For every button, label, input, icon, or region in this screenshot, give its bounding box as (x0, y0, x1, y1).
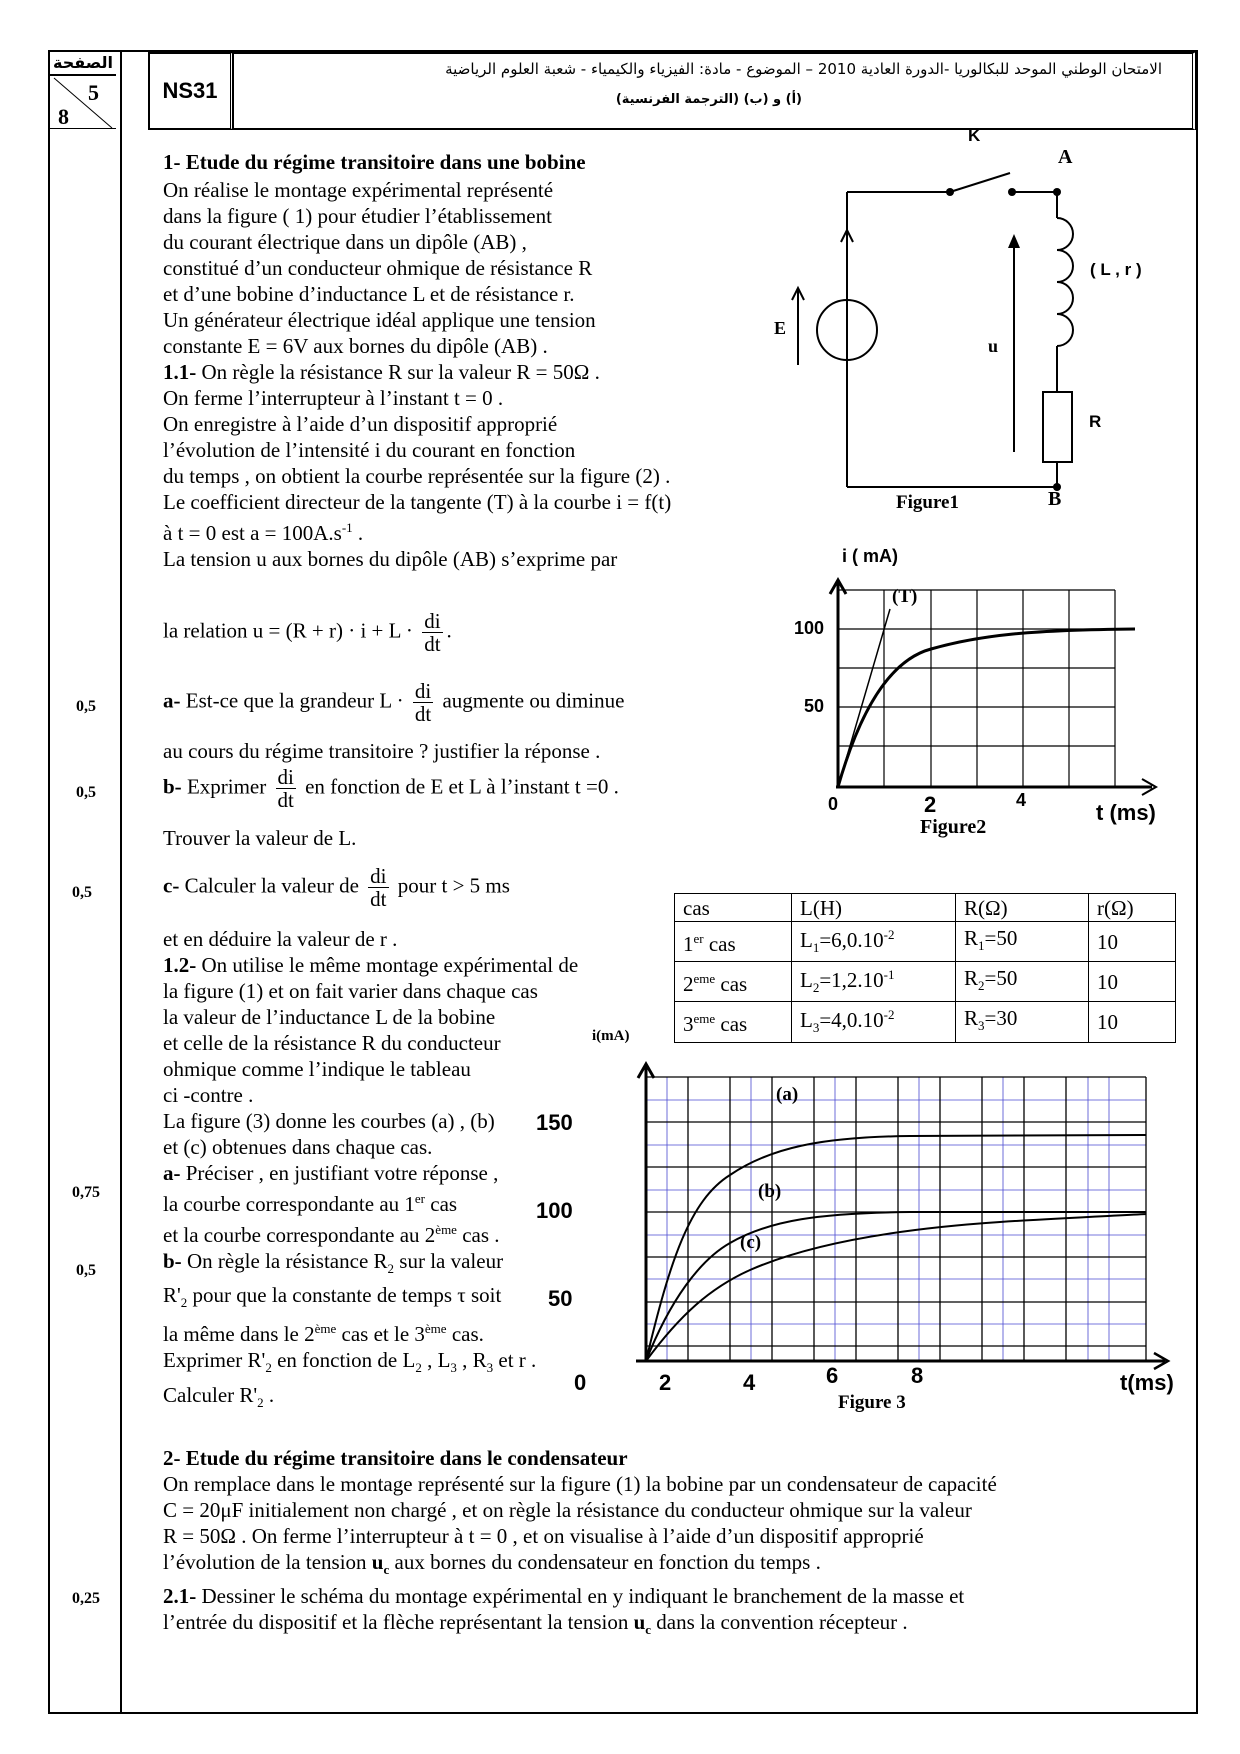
table-row (675, 922, 1176, 962)
table-header-row (675, 894, 1176, 922)
text-line: dans la figure ( 1) pour étudier l’établissement (163, 204, 552, 228)
sup: ème (424, 1321, 447, 1337)
text: On règle la résistance R sur la valeur R = 50Ω . (196, 360, 600, 384)
sub: 3 (450, 1360, 457, 1376)
sub: 2 (387, 1261, 395, 1277)
text-line: la figure (1) et on fait varier dans chaque cas (163, 979, 538, 1003)
q12a-label: a- (163, 1161, 181, 1185)
text: dans la convention récepteur . (651, 1610, 908, 1635)
text-line: et celle de la résistance R du conducteur (163, 1031, 501, 1055)
sub: 2 (812, 980, 820, 996)
text: l’entrée du dispositif et la flèche représentant la tension (163, 1610, 634, 1635)
text-line: du temps , on obtient la courbe représentée sur la figure (2) . (163, 464, 671, 488)
q12-label: 1.2- (163, 953, 197, 977)
q12b-line2 (163, 1282, 578, 1316)
sub: 1 (812, 940, 820, 956)
exam-title-line2: (أ) و (ب) (الترجمة الفرنسية) (615, 92, 802, 107)
di-dt-fraction (422, 610, 442, 655)
slope-line (163, 515, 671, 546)
text: , R (456, 1348, 487, 1373)
resistor-label: R (1089, 412, 1102, 431)
figure2-caption: Figure2 (920, 816, 987, 838)
sup: -2 (883, 927, 895, 942)
text-line: constitué d’un conducteur ohmique de résistance R (163, 256, 593, 280)
sup: eme (693, 1011, 716, 1027)
part2-line4 (163, 1549, 997, 1583)
text: pour que la constante de temps τ soit (187, 1283, 502, 1308)
figure2-chart (780, 546, 1180, 850)
text: cas. (446, 1322, 484, 1347)
exponent: -1 (341, 520, 353, 535)
score-q12a: 0,75 (72, 1184, 100, 1201)
figure3-chart (536, 1028, 1180, 1450)
text: sur la valeur (394, 1249, 504, 1273)
exam-code: NS31 (148, 52, 234, 130)
q12b-line1 (163, 1248, 578, 1282)
table-row (675, 962, 1176, 1002)
text: =50 (984, 925, 1018, 950)
di-dt-fraction (276, 766, 296, 811)
curve-b-label: (b) (758, 1181, 782, 1202)
table-header: r(Ω) (1089, 894, 1176, 922)
fig2-xtick-0: 0 (828, 794, 839, 814)
text: On règle la résistance R (181, 1249, 388, 1273)
q12b-line3 (163, 1316, 578, 1347)
text: =4,0.10 (819, 1008, 884, 1033)
text: L (800, 1008, 813, 1033)
emf-label: E (774, 318, 787, 338)
text-line: ohmique comme l’indique le tableau (163, 1057, 471, 1081)
curve-c (646, 1214, 1146, 1361)
table-header: cas (675, 894, 792, 922)
di-dt-fraction (368, 865, 388, 910)
text-line: l’évolution de l’intensité i du courant en fonction (163, 438, 576, 462)
table-cell: 10 (1089, 962, 1176, 1002)
score-q21: 0,25 (72, 1590, 100, 1607)
frac-den: dt (424, 632, 441, 656)
exam-title-line1: الامتحان الوطني الموحد للبكالوريا -الدورة العادية 2010 – الموضوع - مادة: الفيزياء والكيمياء - شعبة العلوم الرياضية (445, 60, 1162, 78)
fig3-xtick-6: 6 (826, 1363, 839, 1388)
sub: 2 (180, 1295, 188, 1311)
text: pour t > 5 ms (392, 873, 510, 898)
text: . (352, 521, 364, 545)
text-line: Le coefficient directeur de la tangente (T) à la courbe i = f(t) (163, 490, 672, 514)
text-line: R = 50Ω . On ferme l’interrupteur à t = 0 , et on visualise à l’aide d’un dispositif approprié (163, 1524, 924, 1548)
sub: 2 (257, 1394, 264, 1410)
text: aux bornes du condensateur en fonction du temps . (389, 1550, 821, 1574)
text: Est-ce que la grandeur L · (180, 688, 409, 713)
text: =6,0.10 (819, 928, 884, 952)
q12a-line1 (163, 1160, 578, 1186)
frac-num: di (277, 765, 294, 789)
figure1-circuit (760, 126, 1180, 530)
sub: 1 (978, 937, 985, 953)
q21-label: 2.1- (163, 1584, 197, 1609)
text-line: Un générateur électrique idéal applique une tension (163, 308, 596, 332)
text: Exprimer (181, 774, 272, 799)
sub: 3 (978, 1018, 985, 1034)
q12b-label: b- (163, 1249, 182, 1273)
text: l’évolution de la tension (163, 1550, 372, 1574)
fig3-xtick-8: 8 (911, 1363, 924, 1388)
fig2-xtick-4: 4 (1016, 790, 1027, 810)
table-cell (956, 962, 1089, 1002)
circuit-diagram (760, 130, 1180, 530)
text: =30 (984, 1005, 1018, 1030)
text: L (800, 968, 813, 993)
text-line: Trouver la valeur de L. (163, 826, 357, 850)
text: cas et le 3 (336, 1322, 425, 1347)
text-line: au cours du régime transitoire ? justifier la réponse . (163, 739, 601, 763)
part1-intro (163, 177, 671, 572)
table-header: L(H) (792, 894, 956, 922)
sup: -1 (883, 967, 895, 983)
score-q1a: 0,5 (76, 698, 96, 715)
text: Calculer la valeur de (179, 873, 365, 898)
qb-label: b- (163, 774, 182, 799)
text: R (964, 1005, 979, 1030)
uc-symbol: u (633, 1610, 646, 1635)
text-line: La tension u aux bornes du dipôle (AB) s’exprime par (163, 547, 618, 571)
page-current: 5 (88, 80, 99, 105)
sub: 3 (812, 1020, 820, 1036)
text: =50 (984, 965, 1018, 990)
text-line: et d’une bobine d’inductance L et de résistance r. (163, 282, 575, 306)
text: On utilise le même montage expérimental de (196, 953, 579, 977)
frac-den: dt (414, 702, 432, 726)
text-line: et en déduire la valeur de r . (163, 927, 398, 951)
text-line: constante E = 6V aux bornes du dipôle (AB) . (163, 334, 548, 358)
question-1c (163, 865, 510, 910)
q11-label: 1.1- (163, 360, 197, 384)
text: . (263, 1382, 275, 1407)
score-q1b: 0,5 (76, 784, 96, 801)
curve-c-label: (c) (740, 1232, 762, 1253)
q12a-line3 (163, 1217, 578, 1248)
text: cas (703, 932, 736, 957)
fig2-xtick-2: 2 (924, 792, 937, 817)
text: Dessiner le schéma du montage expérimental en y indiquant le branchement de la masse et (196, 1584, 965, 1609)
score-q12b: 0,5 (76, 1262, 96, 1279)
frac-den: dt (370, 887, 387, 911)
text: =1,2.10 (819, 968, 884, 993)
q12b-line4 (163, 1347, 578, 1381)
text: et r . (493, 1348, 537, 1373)
text: 3 (683, 1012, 694, 1037)
fig3-xtick-2: 2 (659, 1370, 672, 1395)
score-column (48, 50, 122, 1712)
q12-line1 (163, 952, 578, 978)
part2 (163, 1445, 997, 1643)
sup: -2 (883, 1007, 895, 1023)
text: augmente ou diminue (437, 688, 625, 713)
voltage-u-label: u (988, 336, 999, 356)
text: cas . (456, 1223, 500, 1247)
text: la courbe correspondante au 1 (163, 1192, 415, 1216)
text-line: C = 20μF initialement non chargé , et on règle la résistance du conducteur ohmique sur la valeur (163, 1498, 972, 1522)
table-cell: 10 (1089, 922, 1176, 962)
table-cell (675, 922, 792, 962)
text: L (800, 928, 813, 952)
text: 2 (683, 972, 694, 997)
page-total: 8 (58, 104, 69, 129)
q11-line1 (163, 359, 671, 385)
text: et la courbe correspondante au 2 (163, 1223, 436, 1247)
fig3-ytick-50: 50 (548, 1286, 573, 1311)
text: 1 (683, 932, 694, 957)
score-q1c: 0,5 (72, 884, 92, 901)
text: en fonction de L (271, 1348, 416, 1373)
curve-a-label: (a) (776, 1084, 799, 1105)
text: Calculer R' (163, 1382, 258, 1407)
fig3-ytick-100: 100 (536, 1198, 573, 1223)
tangent-label: (T) (892, 586, 918, 607)
fig2-ytick-50: 50 (804, 696, 825, 716)
fig2-xlabel: t (ms) (1096, 800, 1156, 825)
text-line: la valeur de l’inductance L de la bobine (163, 1005, 496, 1029)
text-line: On remplace dans le montage représenté sur la figure (1) la bobine par un condensateur de capacité (163, 1472, 997, 1496)
qc-label: c- (163, 873, 180, 898)
text: , L (421, 1348, 451, 1373)
text-line: ci -contre . (163, 1083, 254, 1107)
uc-symbol: u (371, 1550, 384, 1574)
table-cell: 10 (1089, 1002, 1176, 1042)
figure3-caption: Figure 3 (838, 1392, 906, 1413)
text: cas (715, 1012, 748, 1037)
fig2-ytick-100: 100 (794, 618, 825, 638)
q21-line2 (163, 1609, 997, 1643)
table-cell (675, 962, 792, 1002)
qa-label: a- (163, 688, 181, 713)
di-dt-fraction (413, 680, 433, 725)
fig3-ylabel: i(mA) (592, 1028, 630, 1044)
q12b-line5 (163, 1382, 578, 1416)
table-header: R(Ω) (956, 894, 1089, 922)
part1-q12 (163, 926, 578, 1416)
sub: 3 (486, 1360, 494, 1376)
frac-num: di (370, 864, 387, 888)
text-line: La figure (3) donne les courbes (a) , (b) (163, 1109, 495, 1133)
text-line: et (c) obtenues dans chaque cas. (163, 1135, 433, 1159)
fig3-xtick-0: 0 (574, 1370, 587, 1395)
frac-num: di (414, 679, 432, 703)
fig3-ytick-150: 150 (536, 1110, 573, 1135)
fig2-ylabel: i ( mA) (842, 546, 898, 566)
text: la même dans le 2 (163, 1322, 315, 1347)
sub: 2 (415, 1360, 422, 1376)
cases-table-wrapper (674, 893, 1176, 1043)
text: R (964, 965, 979, 990)
table-cell (792, 922, 956, 962)
text-line: On réalise le montage expérimental représenté (163, 178, 554, 202)
sup: er (693, 931, 704, 947)
text: R' (163, 1283, 181, 1308)
text-line: du courant électrique dans un dipôle (AB) , (163, 230, 527, 254)
table-cell (792, 962, 956, 1002)
sup: eme (693, 971, 716, 987)
q21-line1 (163, 1583, 997, 1609)
text: cas (425, 1192, 458, 1216)
text-line: On ferme l’interrupteur à l’instant t = 0 . (163, 386, 504, 410)
part2-heading: 2- Etude du régime transitoire dans le condensateur (163, 1446, 628, 1470)
text: à t = 0 est a = 100A.s (163, 521, 342, 545)
sub: c (645, 1622, 652, 1638)
q12a-line2 (163, 1186, 578, 1217)
sub: 2 (978, 977, 985, 993)
relation-line: la relation u = (R + r) · i + L · $\frac{di}{dt}$ . (163, 609, 452, 656)
text: Exprimer R' (163, 1348, 266, 1373)
text-line: On enregistre à l’aide d’un dispositif approprié (163, 412, 558, 436)
coil-label: ( L , r ) (1090, 260, 1142, 279)
fig3-xtick-4: 4 (743, 1370, 756, 1395)
table-cell (956, 922, 1089, 962)
question-1b (163, 766, 619, 811)
part1-heading: 1- Etude du régime transitoire dans une bobine (163, 150, 586, 174)
text: cas (715, 972, 748, 997)
relation-text: la relation u = (R + r) · i + L · (163, 618, 419, 643)
exam-title-box (232, 52, 1196, 130)
frac-den: dt (277, 788, 294, 812)
cases-table (674, 893, 1176, 1043)
question-1a (163, 680, 624, 725)
node-b-label: B (1048, 488, 1062, 510)
sub: 2 (265, 1360, 272, 1376)
text: R (964, 925, 979, 950)
text: Préciser , en justifiant votre réponse , (180, 1161, 499, 1185)
u-arrowhead-icon (1008, 234, 1020, 248)
sup: ème (435, 1222, 457, 1237)
node-a-label: A (1058, 146, 1073, 168)
text: en fonction de E et L à l’instant t =0 . (299, 774, 619, 799)
frac-num: di (424, 609, 441, 633)
sup: ème (314, 1321, 337, 1337)
switch-label: K (968, 126, 981, 145)
sup: er (414, 1191, 425, 1206)
page-label: الصفحة (50, 52, 116, 76)
sub: c (383, 1562, 390, 1578)
figure1-caption: Figure1 (896, 492, 959, 513)
fig3-xlabel: t(ms) (1120, 1370, 1174, 1395)
